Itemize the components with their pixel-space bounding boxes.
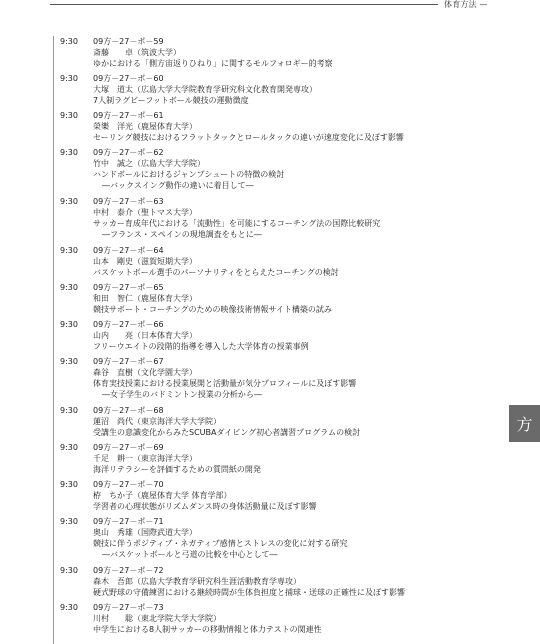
- author-line: 山内 亮（日本体育大学）: [93, 331, 197, 340]
- section-tab: 方: [509, 405, 540, 442]
- presentation-subtitle: ―バックスイング動作の違いに着目して―: [102, 181, 254, 190]
- presentation-title: ゆかにおける「側方宙返りひねり」に関するモルフォロギー的考察: [93, 59, 333, 68]
- presentation-code: 09方－27－ポ－70: [93, 480, 164, 489]
- header-rule: [50, 4, 438, 5]
- presentation-title: セーリング競技におけるフラットタックとロールタックの違いが速度変化に及ぼす影響: [93, 133, 404, 142]
- list-item: [60, 110, 404, 143]
- entry-body: [93, 147, 284, 191]
- presentation-code: 09方－27－ポ－60: [93, 74, 164, 83]
- entry-body: [93, 442, 261, 475]
- session-time: 9:30: [60, 357, 78, 366]
- author-line: 奥山 秀雄（国際武道大学）: [93, 528, 197, 537]
- presentation-code: 09方－27－ポ－69: [93, 443, 164, 452]
- entry-body: [93, 36, 333, 69]
- list-item: [60, 516, 347, 560]
- session-time: 9:30: [60, 566, 78, 575]
- presentation-title: ハンドボールにおけるジャンプシュートの特徴の検討: [93, 170, 285, 179]
- presentation-subtitle: ―フランス・スペインの現地調査をもとに―: [102, 230, 262, 239]
- presentation-code: 09方－27－ポ－65: [93, 283, 164, 292]
- session-time: 9:30: [60, 246, 78, 255]
- list-item: [60, 442, 261, 475]
- entry-body: [93, 245, 339, 278]
- list-item: [60, 245, 339, 278]
- list-item: [60, 282, 332, 315]
- author-line: 榮樂 洋光（鹿屋体育大学）: [93, 122, 197, 131]
- presentation-title: バスケットボール選手のパーソナリティをとらえたコーチングの検討: [93, 268, 339, 277]
- list-item: [60, 196, 380, 240]
- left-margin-rule: [53, 36, 54, 644]
- author-line: 中村 泰介（聖トマス大学）: [93, 208, 197, 217]
- author-line: 大塚 道太（広島大学大学院教育学研究科文化教育開発専攻）: [93, 85, 317, 94]
- entry-body: [93, 516, 347, 560]
- session-time: 9:30: [60, 406, 78, 415]
- session-time: 9:30: [60, 517, 78, 526]
- list-item: [60, 319, 309, 352]
- session-time: 9:30: [60, 603, 78, 612]
- presentation-code: 09方－27－ポ－68: [93, 406, 164, 415]
- session-time: 9:30: [60, 148, 78, 157]
- presentation-subtitle: ―バスケットボールと弓道の比較を中心として―: [102, 550, 278, 559]
- list-item: [60, 602, 322, 635]
- author-line: 斎藤 卓（筑波大学）: [93, 48, 181, 57]
- author-line: 山本 剛史（滋賀短期大学）: [93, 257, 197, 266]
- list-item: [60, 36, 333, 69]
- section-title: 体育方法 —: [444, 0, 488, 9]
- session-time: 9:30: [60, 37, 78, 46]
- session-time: 9:30: [60, 443, 78, 452]
- presentation-code: 09方－27－ポ－62: [93, 148, 164, 157]
- presentation-title: 中学生における8人制サッカーの移動情報と体力テストの関連性: [93, 625, 322, 634]
- presentation-subtitle: ―女子学生のバドミントン授業の分析から―: [102, 390, 262, 399]
- presentation-title: 7人制ラグビーフットボール競技の運動徴度: [93, 96, 249, 105]
- session-time: 9:30: [60, 320, 78, 329]
- presentation-title: 競技に伴うポジティブ・ネガティブ感情とストレスの変化に対する研究: [93, 539, 348, 548]
- presentation-code: 09方－27－ポ－73: [93, 603, 164, 612]
- author-line: 和田 智仁（鹿屋体育大学）: [93, 294, 197, 303]
- list-item: [60, 356, 356, 400]
- entry-body: [93, 479, 317, 512]
- presentation-title: 硬式野球の守備練習における継続時間が生体負担度と捕球・送球の正確性に及ぼす影響: [93, 588, 405, 597]
- presentation-code: 09方－27－ポ－71: [93, 517, 164, 526]
- presentation-code: 09方－27－ポ－72: [93, 566, 164, 575]
- entry-body: [93, 405, 360, 438]
- list-item: [60, 147, 284, 191]
- presentation-code: 09方－27－ポ－64: [93, 246, 164, 255]
- entry-body: [93, 319, 309, 352]
- entry-body: [93, 356, 356, 400]
- presentation-title: フリーウエイトの段階的指導を導入した大学体育の授業事例: [93, 342, 309, 351]
- list-item: [60, 479, 317, 512]
- session-time: 9:30: [60, 111, 78, 120]
- entry-body: [93, 73, 317, 106]
- presentation-title: 学習者の心理状態がリズムダンス時の身体活動量に及ぼす影響: [93, 502, 317, 511]
- session-time: 9:30: [60, 197, 78, 206]
- session-time: 9:30: [60, 480, 78, 489]
- presentation-code: 09方－27－ポ－67: [93, 357, 164, 366]
- presentation-title: 海洋リテラシーを評価するための質問紙の開発: [93, 465, 261, 474]
- entry-body: [93, 282, 332, 315]
- list-item: [60, 565, 405, 598]
- author-line: 川村 聡（東北学院大学大学院）: [93, 614, 221, 623]
- author-line: 森谷 直樹（文化学園大学）: [93, 368, 197, 377]
- session-time: 9:30: [60, 283, 78, 292]
- entry-body: [93, 565, 405, 598]
- author-line: 蓮沼 尚代（東京海洋大学大学院）: [93, 417, 221, 426]
- session-time: 9:30: [60, 74, 78, 83]
- entry-body: [93, 602, 322, 635]
- author-line: 森木 吾郎（広島大学教育学研究科生涯活動教育学専攻）: [93, 577, 301, 586]
- entry-body: [93, 110, 404, 143]
- author-line: 千足 耕一（東京海洋大学）: [93, 454, 197, 463]
- author-line: 栫 ちか子（鹿屋体育大学 体育学部）: [93, 491, 232, 500]
- presentation-title: サッカー育成年代における「流動性」を可能にするコーチング法の国際比較研究: [93, 219, 381, 228]
- presentation-code: 09方－27－ポ－63: [93, 197, 164, 206]
- presentation-title: 受講生の意識変化からみたSCUBAダイビング初心者講習プログラムの検討: [93, 428, 361, 437]
- presentation-code: 09方－27－ポ－59: [93, 37, 164, 46]
- presentation-code: 09方－27－ポ－61: [93, 111, 164, 120]
- author-line: 竹中 誠之（広島大学大学院）: [93, 159, 205, 168]
- presentation-code: 09方－27－ポ－66: [93, 320, 164, 329]
- list-item: [60, 405, 360, 438]
- presentation-title: 体育実技授業における授業展開と活動量が気分プロフィールに及ぼす影響: [93, 379, 357, 388]
- list-item: [60, 73, 317, 106]
- entry-body: [93, 196, 380, 240]
- presentation-title: 競技サポート・コーチングのための映像技術情報サイト構築の試み: [93, 305, 332, 314]
